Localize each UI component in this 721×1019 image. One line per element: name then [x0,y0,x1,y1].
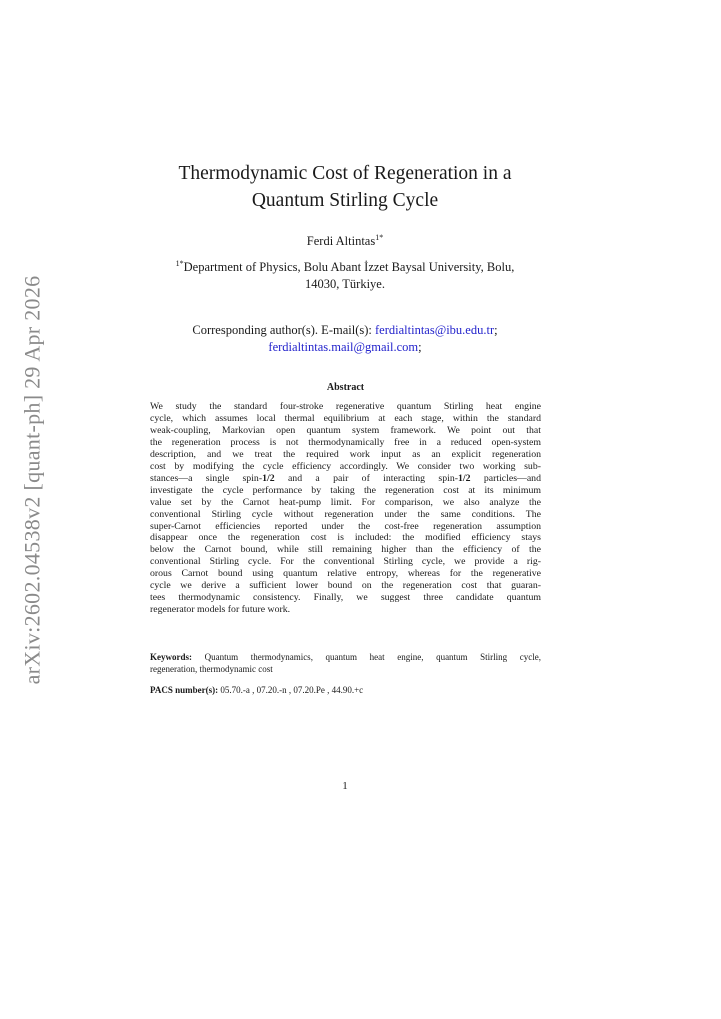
corresponding-line-2 [130,339,560,356]
paper-title [100,160,590,214]
keywords-label: Keywords: [150,652,192,662]
abstract-line: conventional Stirling cycle without regeneration under the same conditions. The [150,508,541,520]
abstract-line: stances—a single spin-1/2 and a pair of interacting spin-1/2 particles—and [150,472,541,484]
pacs-label: PACS number(s): [150,685,219,695]
spin-fraction: 1/2 [262,472,275,484]
author-marker: 1* [375,232,384,242]
keywords-text-1: Quantum thermodynamics, quantum heat engine, quantum Stirling cycle, [204,652,541,662]
page-number: 1 [342,780,348,792]
abstract-line: investigate the cycle performance by taking the regeneration cost at its minimum [150,484,541,496]
affiliation-line-2: 14030, Türkiye. [305,277,385,291]
abstract-line: below the Carnot bound, while still remaining higher than the efficiency of the [150,544,541,556]
abstract-line: cost by modifying the cycle efficiency accordingly. We consider two working sub- [150,460,541,472]
arxiv-identifier-stamp [5,275,59,685]
abstract-line: cycle we derive a sufficient lower bound on the regeneration cost that guaran- [150,580,541,592]
corresponding-prefix: Corresponding author(s). E-mail(s): [192,323,375,337]
abstract-line: regenerator models for future work. [150,604,291,616]
title-line-1: Thermodynamic Cost of Regeneration in a [178,163,512,184]
arxiv-identifier-text: arXiv:2602.04538v2 [quant-ph] 29 Apr 2026 [19,275,45,685]
author-name: Ferdi Altintas [306,234,376,248]
abstract-heading: Abstract [326,382,365,393]
abstract-line: super-Carnot efficiencies reported under the cost-free regeneration assumption [150,520,541,532]
keywords [150,652,541,675]
affiliation [130,259,560,293]
abstract-line: tees thermodynamic consistency. Finally, we suggest three candidate quantum [150,592,541,604]
keywords-line-2: regeneration, thermodynamic cost [150,663,273,674]
email-link-1[interactable]: ferdialtintas@ibu.edu.tr [375,323,495,337]
affiliation-text-1: Department of Physics, Bolu Abant İzzet Baysal University, Bolu, [183,260,515,274]
abstract-line: description, and we treat the required work input as an explicit regeneration [150,448,541,460]
affiliation-marker: 1* [175,258,184,268]
email-separator: ; [494,323,498,337]
author-line [145,234,545,249]
abstract-line: cycle, which assumes local thermal equilibrium at each stage, within the standard [150,412,541,424]
abstract-body [150,401,541,616]
abstract-line: weak-coupling, Markovian open quantum system framework. We point out that [150,424,541,436]
title-line-2: Quantum Stirling Cycle [251,190,439,211]
pacs-numbers [150,685,541,695]
affiliation-line-1 [130,259,560,276]
spin-fraction: 1/2 [457,472,471,484]
email-link-2[interactable]: ferdialtintas.mail@gmail.com [268,340,419,354]
abstract-line: conventional Stirling cycle. For the conventional Stirling cycle, we provide a rig- [150,556,541,568]
pacs-value: 05.70.-a , 07.20.-n , 07.20.Pe , 44.90.+c [220,685,364,695]
abstract-line: We study the standard four-stroke regenerative quantum Stirling heat engine [150,401,541,412]
abstract-line: the regeneration process is not thermodynamically free in a reduced open-system [150,436,541,448]
corresponding-author [130,322,560,356]
abstract-line: disappear once the regeneration cost is included: the modified efficiency stays [150,532,541,544]
corresponding-line-1 [130,322,560,339]
email-end: ; [418,340,422,354]
keywords-line-1 [150,652,541,664]
abstract-line: orous Carnot bound using quantum relative entropy, whereas for the regenerative [150,568,541,580]
abstract-line: value set by the Carnot heat-pump limit. For comparison, we also analyze the [150,496,541,508]
